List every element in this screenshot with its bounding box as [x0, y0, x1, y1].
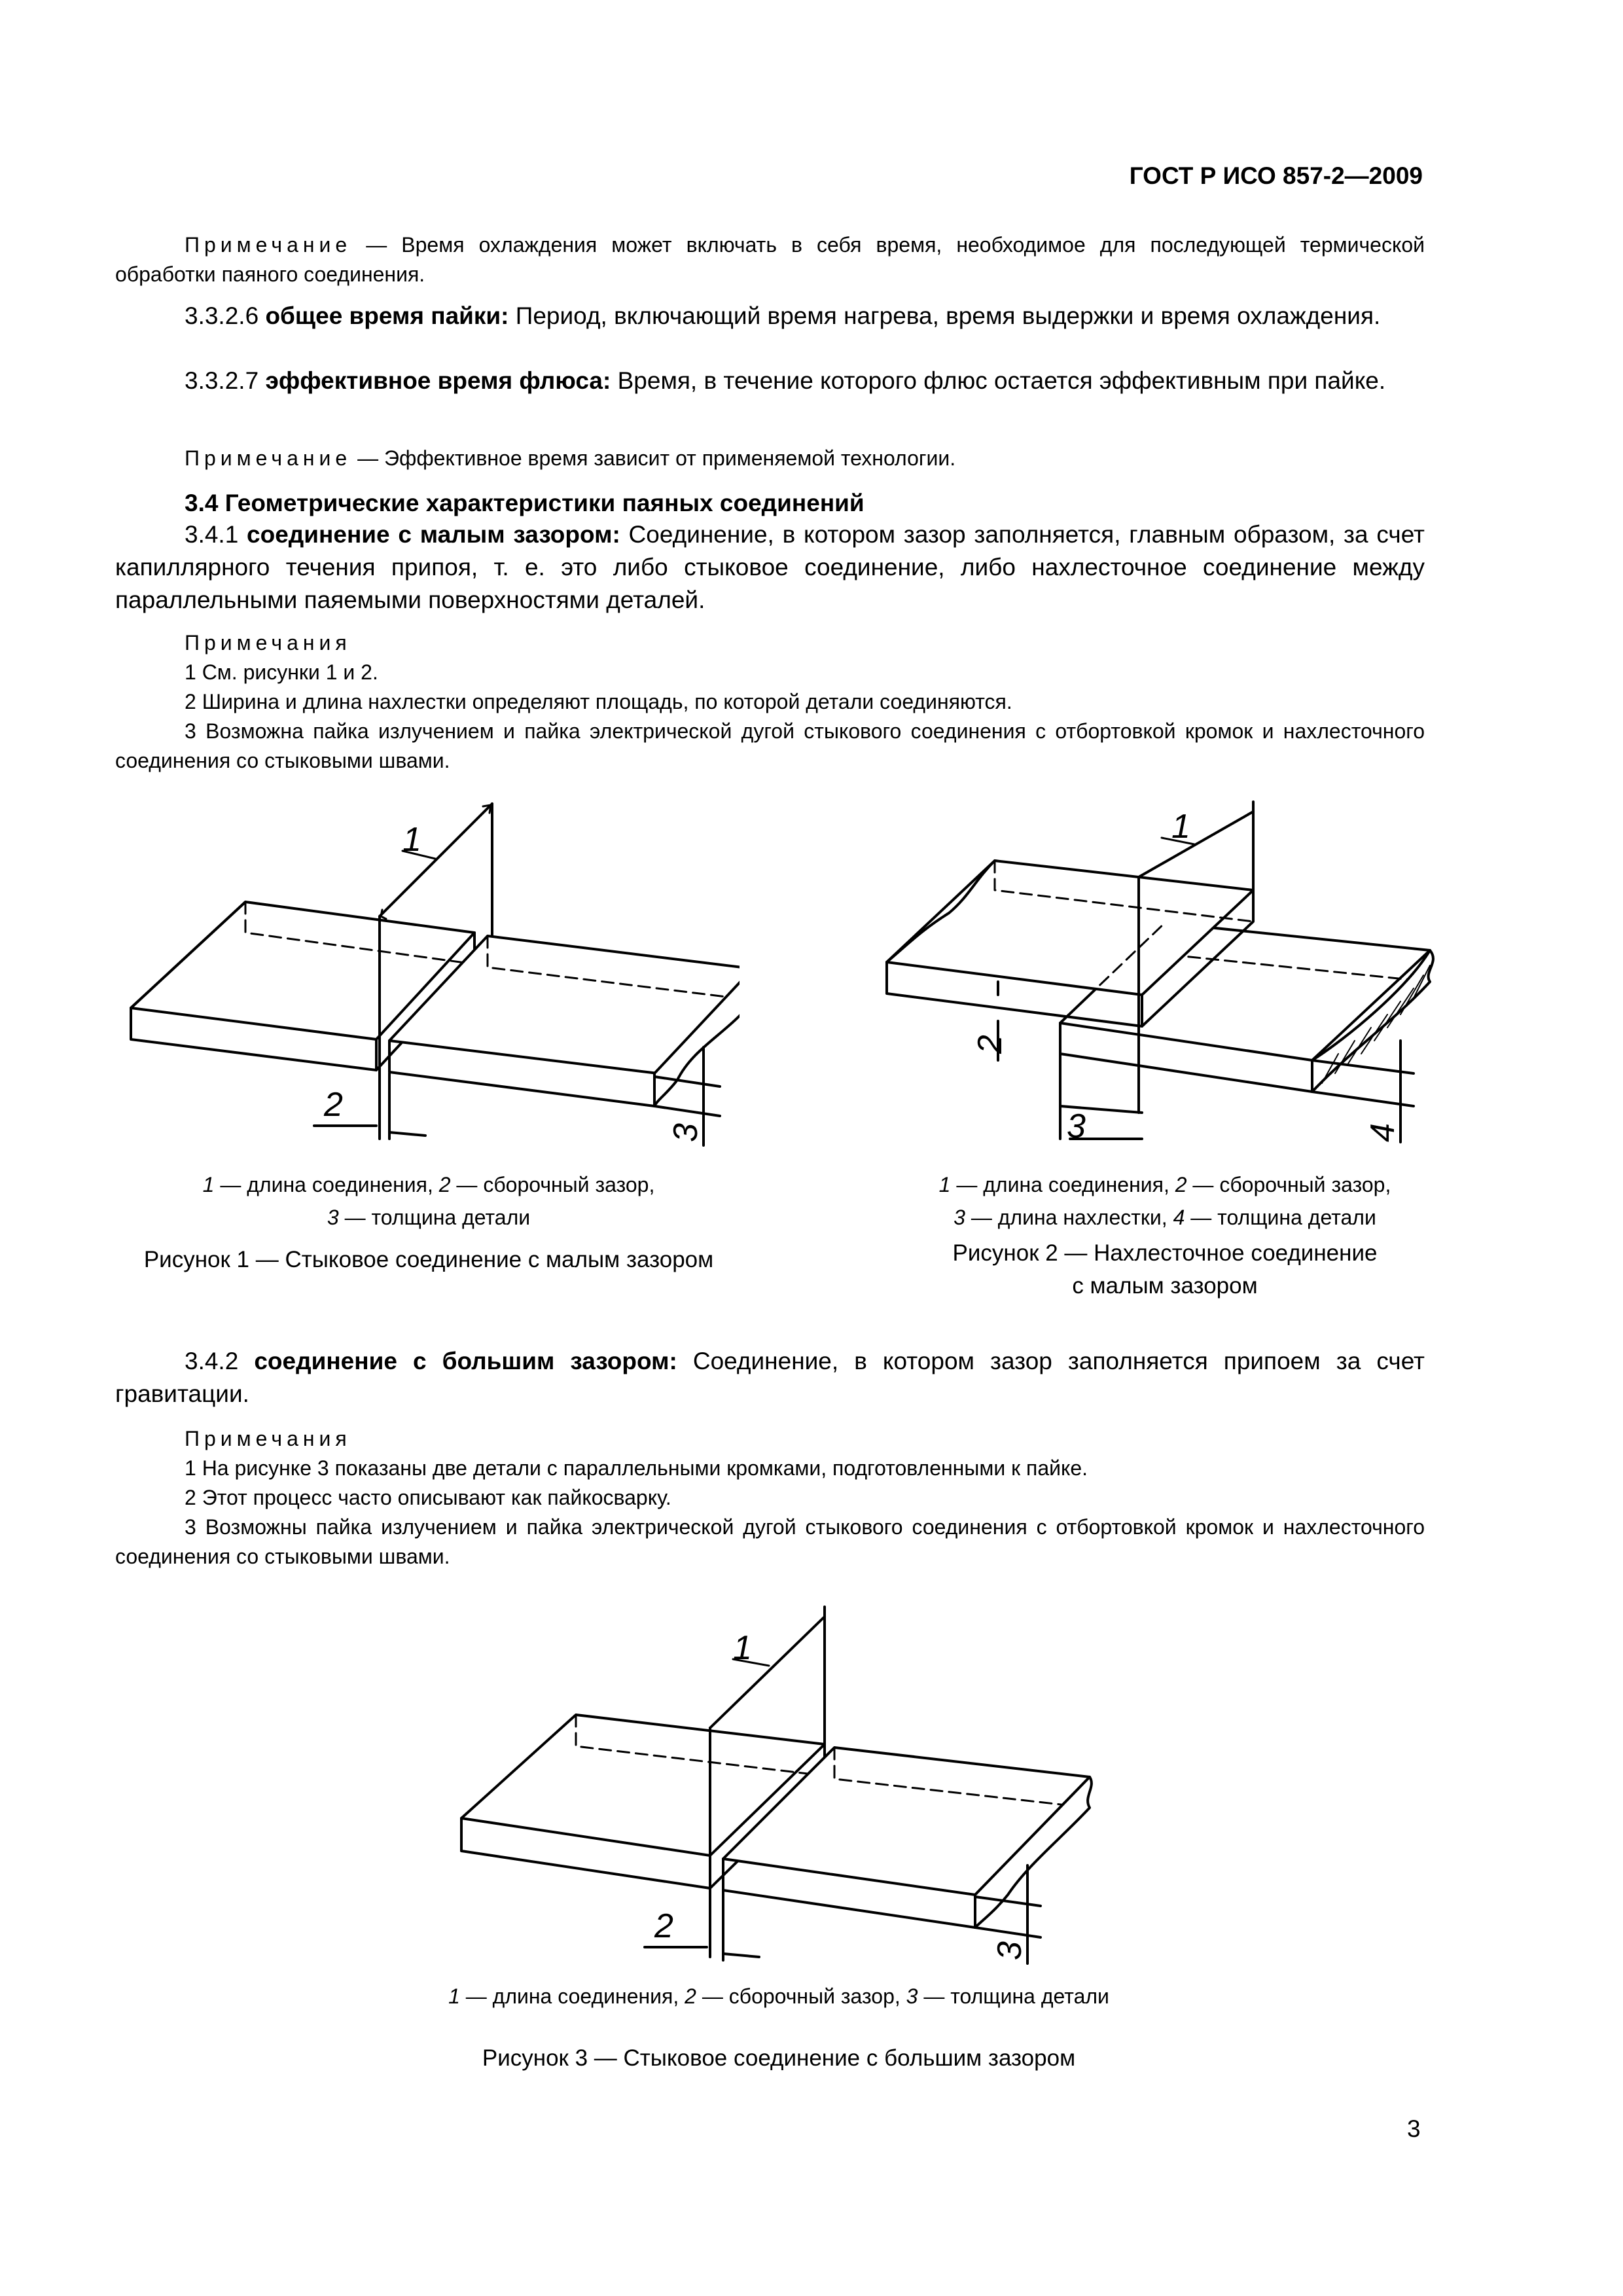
clause-text: Соединение, в котором зазор заполняется, главным образом, за счет капиллярного течения припоя, т. е. это либо стыковое соединение, либо нахлесточное соединение между параллельными паяемыми поверхностями деталей. — [115, 521, 1425, 613]
legend-number: 2 — [1175, 1173, 1187, 1196]
note-label: Примечание — [185, 233, 352, 257]
note-item: 3 Возможны пайка излучением и пайка электрической дугой стыкового соединения с отбортовкой кромок и нахлесточного соединения со стыковыми швами. — [115, 1515, 1425, 1568]
legend-text: — толщина детали — [918, 1984, 1109, 2008]
legend-number: 3 — [954, 1206, 965, 1229]
clause-3-3-2-7 — [115, 365, 1425, 397]
page-number: 3 — [1407, 2115, 1421, 2142]
clause-3-3-2-6 — [115, 300, 1425, 332]
section-heading-3-4: 3.4 Геометрические характеристики паяных соединений — [185, 490, 865, 516]
clause-3-4-2 — [115, 1345, 1425, 1410]
legend-text: — длина соединения, — [214, 1173, 439, 1196]
figure-1-drawing — [118, 785, 740, 1152]
fig1-label-2: 2 — [324, 1086, 343, 1124]
document-header: ГОСТ Р ИСО 857-2—2009 — [1129, 162, 1423, 189]
fig3-label-2: 2 — [654, 1907, 673, 1945]
note-label: Примечание — [185, 446, 352, 470]
legend-text: — толщина детали — [1185, 1206, 1376, 1229]
figure-3-caption: Рисунок 3 — Стыковое соединение с большим зазором — [482, 2045, 1076, 2071]
notes-block-3-4-2 — [115, 1424, 1425, 1571]
clause-term: эффективное время флюса: — [265, 367, 611, 394]
legend-text: — длина нахлестки, — [965, 1206, 1173, 1229]
clause-number: 3.4.2 — [185, 1348, 255, 1374]
legend-number: 1 — [448, 1984, 460, 2008]
clause-number: 3.3.2.6 — [185, 302, 266, 329]
note-flux-time — [115, 444, 1425, 473]
legend-text: — сборочный зазор, — [450, 1173, 655, 1196]
legend-number: 1 — [202, 1173, 215, 1196]
clause-term: соединение с малым зазором: — [247, 521, 620, 548]
fig2-label-3: 3 — [1067, 1107, 1086, 1145]
legend-text: — сборочный зазор, — [696, 1984, 906, 2008]
note-item: 3 Возможна пайка излучением и пайка электрической дугой стыкового соединения с отбортовкой кромок и нахлесточного соединения со стыковыми швами. — [115, 719, 1425, 772]
clause-number: 3.4.1 — [185, 521, 247, 548]
note-item: 2 Этот процесс часто описывают как пайкосварку. — [185, 1486, 671, 1509]
legend-text: — длина соединения, — [950, 1173, 1175, 1196]
fig2-label-2: 2 — [971, 1035, 1009, 1054]
note-item: 1 На рисунке 3 показаны две детали с параллельными кромками, подготовленными к пайке. — [185, 1456, 1088, 1480]
figure-2-legend — [877, 1168, 1453, 1234]
figure-2-caption — [877, 1237, 1453, 1302]
figure-1-legend — [118, 1168, 740, 1234]
figure-1-caption: Рисунок 1 — Стыковое соединение с малым зазором — [143, 1247, 714, 1272]
fig2-label-1: 1 — [1171, 808, 1190, 846]
clause-text: Соединение, в котором зазор заполняется припоем за счет гравитации. — [115, 1348, 1425, 1407]
clause-number: 3.3.2.7 — [185, 367, 266, 394]
notes-label: Примечания — [185, 1427, 351, 1450]
note-text: — Эффективное время зависит от применяемой технологии. — [351, 446, 956, 470]
legend-text: — сборочный зазор, — [1186, 1173, 1391, 1196]
fig2-label-4: 4 — [1364, 1123, 1402, 1142]
figure-2-drawing — [877, 785, 1453, 1152]
notes-label: Примечания — [185, 631, 351, 655]
legend-number: 4 — [1173, 1206, 1185, 1229]
legend-number: 1 — [938, 1173, 951, 1196]
legend-number: 2 — [685, 1984, 696, 2008]
clause-term: общее время пайки: — [265, 302, 509, 329]
fig1-label-1: 1 — [402, 821, 421, 859]
clause-term: соединение с большим зазором: — [254, 1348, 677, 1374]
figure-3-drawing — [452, 1590, 1106, 1970]
caption-line: с малым зазором — [1072, 1273, 1258, 1299]
clause-text: Время, в течение которого флюс остается эффективным при пайке. — [611, 367, 1386, 394]
note-text: — Время охлаждения может включать в себя время, необходимое для последующей термической обработки паяного соединения. — [115, 233, 1425, 286]
note-item: 1 См. рисунки 1 и 2. — [185, 660, 378, 684]
fig3-label-3: 3 — [991, 1941, 1029, 1960]
notes-block-3-4-1 — [115, 628, 1425, 776]
legend-text: — толщина детали — [338, 1206, 531, 1229]
legend-number: 2 — [438, 1173, 451, 1196]
legend-text: — длина соединения, — [459, 1984, 685, 2008]
note-item: 2 Ширина и длина нахлестки определяют площадь, по которой детали соединяются. — [185, 690, 1012, 713]
legend-number: 3 — [327, 1206, 339, 1229]
fig3-label-1: 1 — [733, 1629, 752, 1667]
note-cooling-time — [115, 230, 1425, 289]
fig1-label-3: 3 — [667, 1123, 705, 1142]
legend-number: 3 — [906, 1984, 918, 2008]
caption-line: Рисунок 2 — Нахлесточное соединение — [952, 1240, 1378, 1266]
clause-3-4-1 — [115, 518, 1425, 617]
clause-text: Период, включающий время нагрева, время выдержки и время охлаждения. — [508, 302, 1381, 329]
figure-3-legend — [223, 1980, 1335, 2013]
